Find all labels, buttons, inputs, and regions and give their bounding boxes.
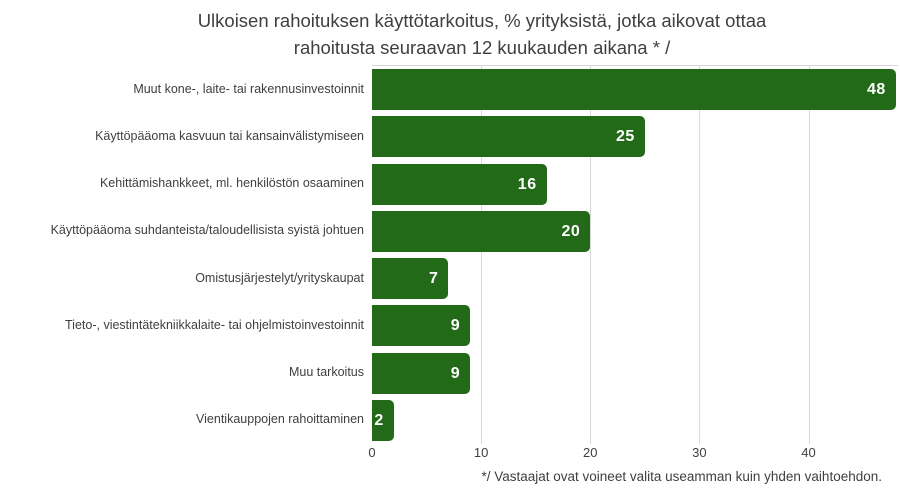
axis-tick-label: 20 bbox=[583, 445, 598, 460]
category-label: Muut kone-, laite- tai rakennusinvestoinnit bbox=[133, 81, 364, 96]
bar bbox=[372, 211, 590, 252]
chart-title-line-1: Ulkoisen rahoituksen käyttötarkoitus, % yrityksistä, jotka aikovat ottaa bbox=[197, 10, 767, 31]
bar bbox=[372, 400, 394, 441]
category-label: Vientikauppojen rahoittaminen bbox=[196, 412, 364, 427]
bar-value-label: 25 bbox=[616, 128, 635, 146]
chart-title bbox=[64, 7, 900, 61]
axis-tick-label: 40 bbox=[801, 445, 816, 460]
bar-value-label: 20 bbox=[561, 222, 581, 240]
bar-value-label: 16 bbox=[517, 175, 537, 193]
bar bbox=[372, 258, 448, 299]
chart-title-line-2: rahoitusta seuraavan 12 kuukauden aikana * / bbox=[293, 37, 671, 58]
bar-value-label: 2 bbox=[374, 411, 384, 429]
bar-value-label: 9 bbox=[450, 317, 461, 335]
plot-area bbox=[372, 65, 898, 444]
category-label: Käyttöpääoma kasvuun tai kansainvälistymiseen bbox=[95, 128, 364, 143]
axis-tick-label: 0 bbox=[368, 445, 376, 460]
category-label: Käyttöpääoma suhdanteista/taloudellisista syistä johtuen bbox=[50, 223, 364, 238]
bar-value-label: 9 bbox=[450, 364, 461, 382]
bar bbox=[372, 116, 645, 157]
category-label: Muu tarkoitus bbox=[288, 365, 364, 379]
bar-value-label: 7 bbox=[428, 270, 439, 287]
gridline bbox=[809, 66, 810, 444]
axis-tick-label: 10 bbox=[473, 445, 489, 460]
bar bbox=[372, 69, 896, 110]
category-label: Tieto-, viestintätekniikkalaite- tai ohjelmistoinvestoinnit bbox=[65, 317, 364, 332]
category-label: Omistusjärjestelyt/yrityskaupat bbox=[195, 270, 364, 285]
bar bbox=[372, 353, 470, 394]
category-label: Kehittämishankkeet, ml. henkilöstön osaaminen bbox=[99, 176, 364, 190]
axis-tick-label: 30 bbox=[692, 445, 707, 460]
bar bbox=[372, 305, 470, 346]
bar-value-label: 48 bbox=[867, 81, 886, 98]
footnote: */ Vastaajat ovat voineet valita useamman kuin yhden vaihtoehdon. bbox=[481, 469, 882, 484]
gridline bbox=[699, 66, 700, 444]
bar bbox=[372, 164, 547, 205]
